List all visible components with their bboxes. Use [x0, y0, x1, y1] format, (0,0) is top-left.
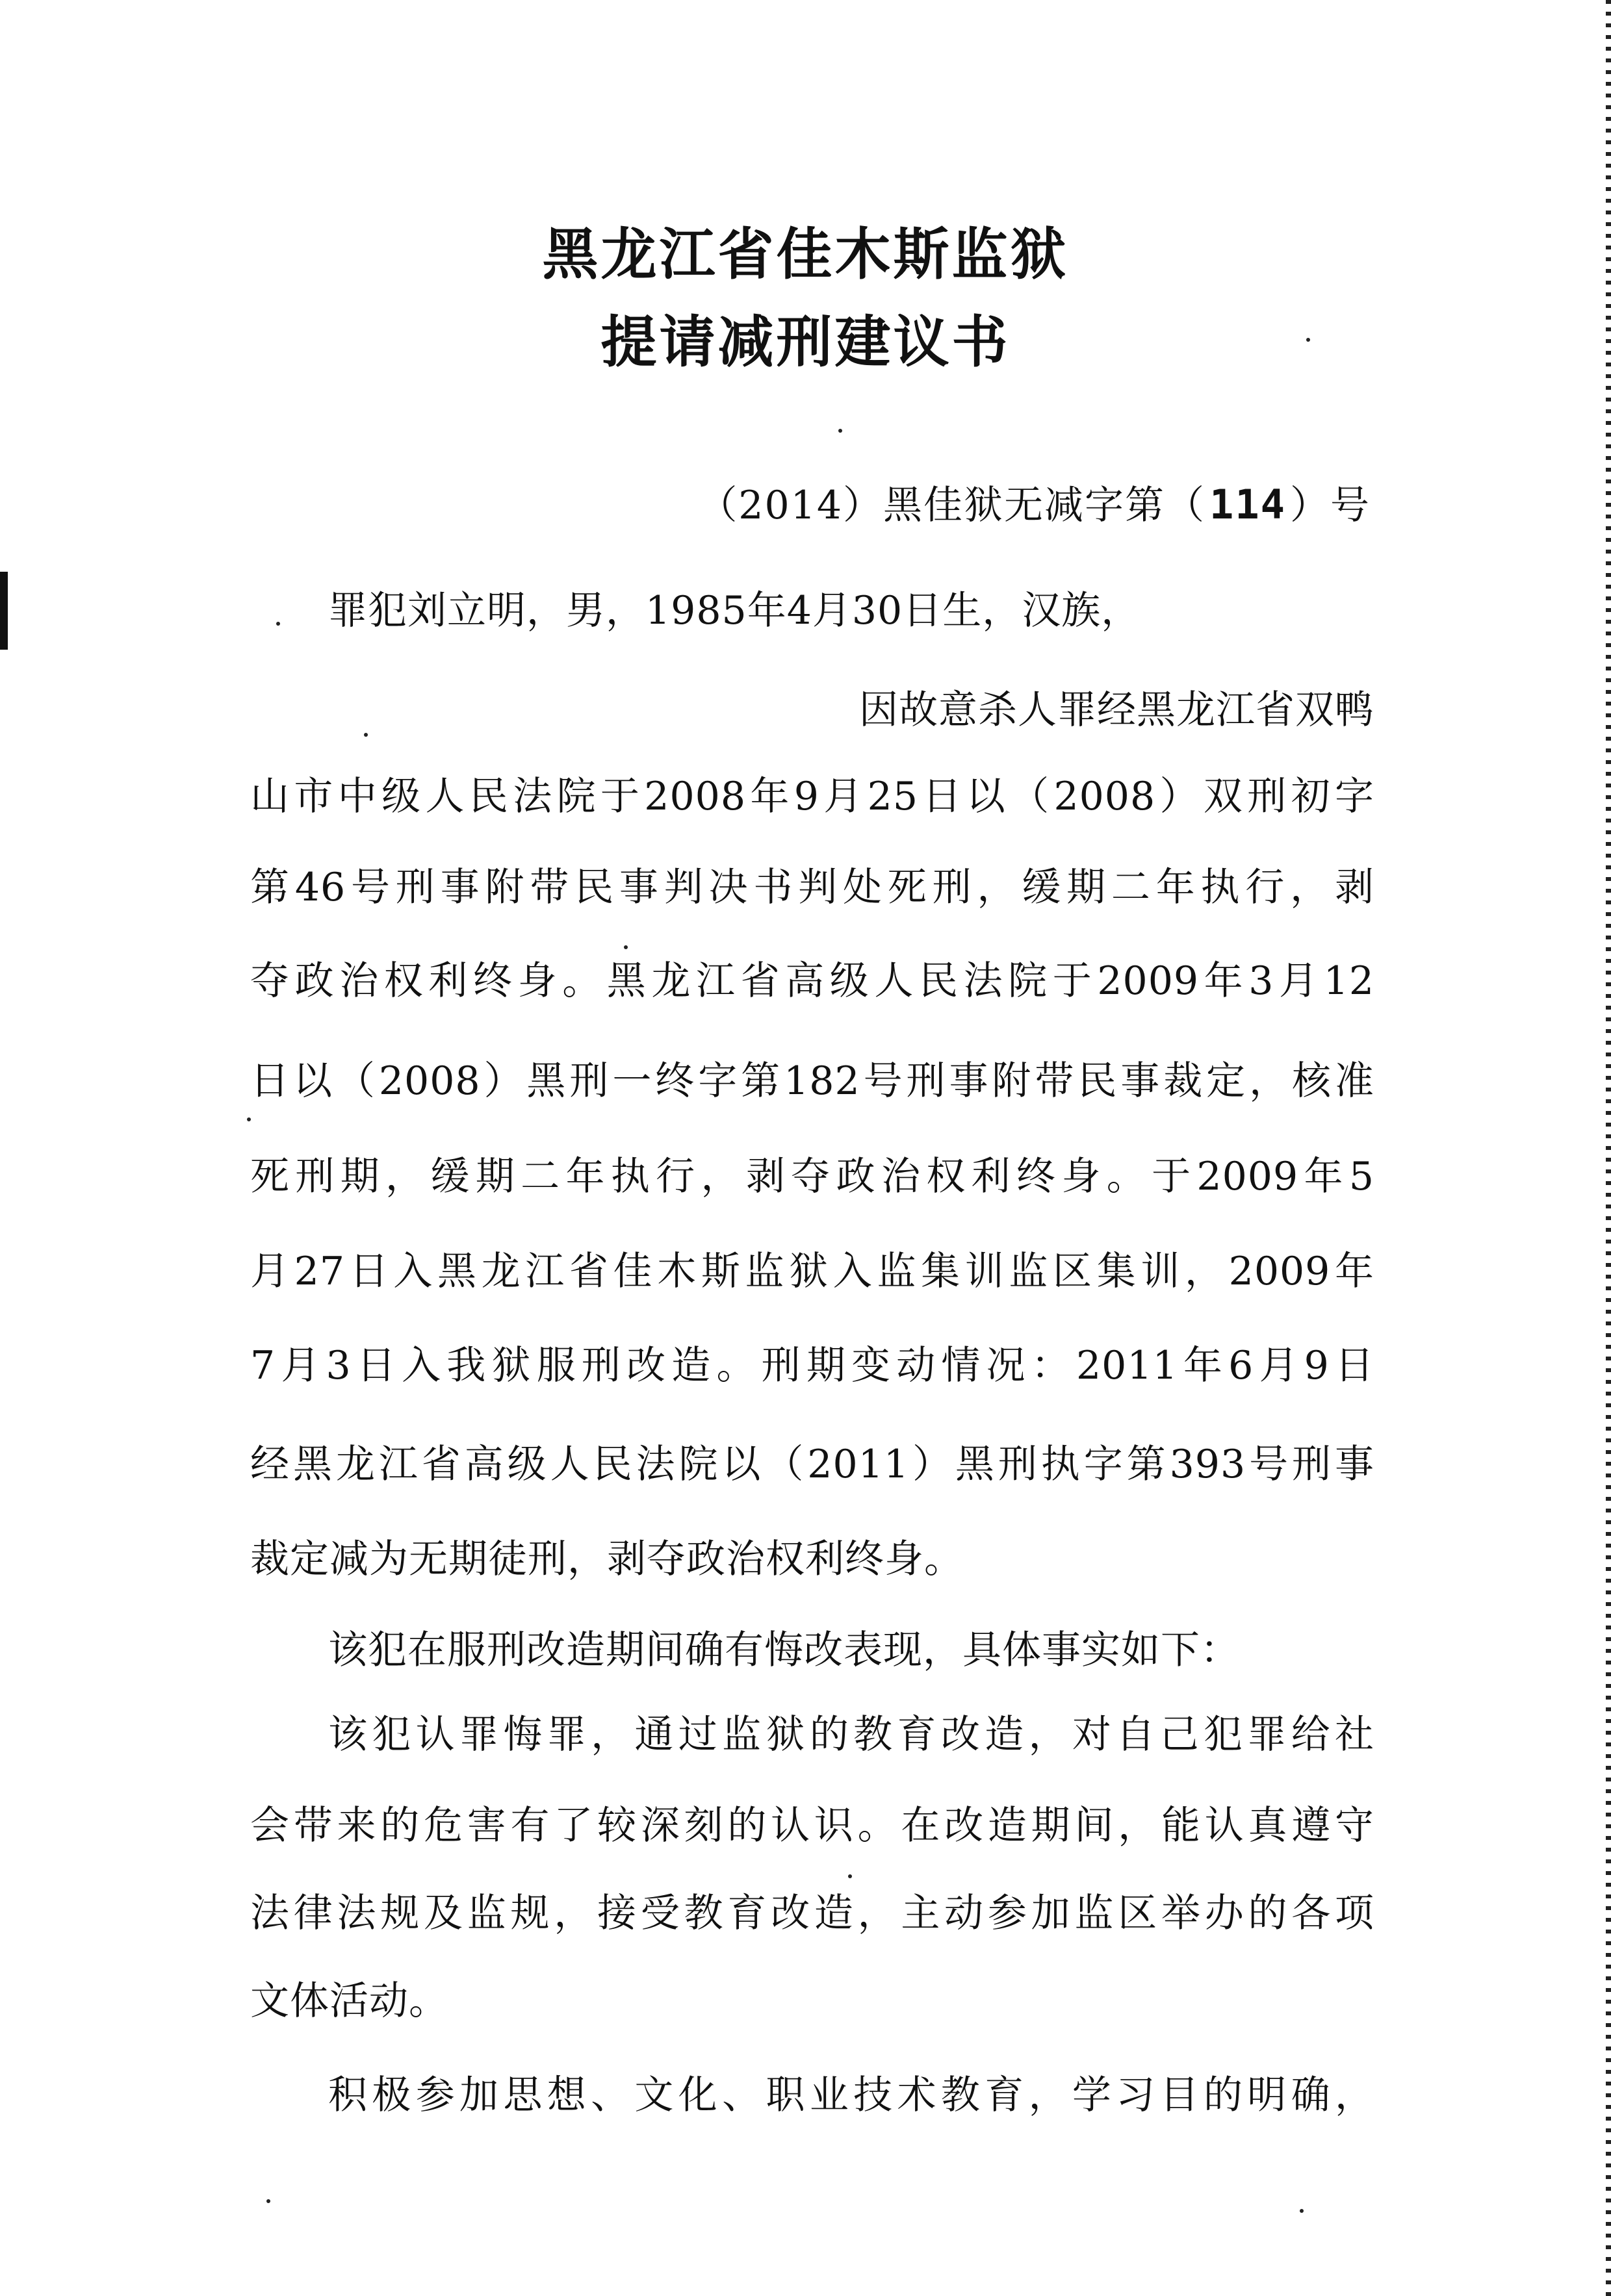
body-line: 夺政治权利终身。黑龙江省高级人民法院于2009年3月12 [250, 958, 1374, 1004]
scan-speck [1306, 338, 1310, 342]
scan-speck [247, 1117, 251, 1121]
body-line: 第46号刑事附带民事判决书判处死刑，缓期二年执行，剥 [250, 865, 1374, 910]
scan-speck [276, 622, 280, 626]
scan-speck [838, 429, 842, 433]
body-line: 日以（2008）黑刑一终字第182号刑事附带民事裁定，核准 [250, 1058, 1374, 1104]
body-line: 月27日入黑龙江省佳木斯监狱入监集训监区集训，2009年 [250, 1249, 1374, 1294]
body-line: 积极参加思想、文化、职业技术教育，学习目的明确， [328, 2073, 1374, 2118]
body-line: 死刑期，缓期二年执行，剥夺政治权利终身。于2009年5 [250, 1154, 1374, 1199]
body-line: 裁定减为无期徒刑，剥夺政治权利终身。 [250, 1537, 964, 1582]
body-line: 罪犯刘立明，男，1985年4月30日生，汉族， [328, 588, 1141, 633]
document-title-line2: 提请减刑建议书 [600, 309, 1011, 375]
document-number-prefix: （2014）黑佳狱无减字第（ [698, 483, 1206, 528]
body-line: 该犯在服刑改造期间确有悔改表现，具体事实如下： [328, 1627, 1240, 1673]
scan-speck [266, 2199, 270, 2203]
body-line: 该犯认罪悔罪，通过监狱的教育改造，对自己犯罪给社 [328, 1712, 1374, 1757]
document-title-line1: 黑龙江省佳木斯监狱 [542, 222, 1069, 287]
body-line: 因故意杀人罪经黑龙江省双鸭 [859, 687, 1374, 733]
document-number-suffix: ）号 [1290, 483, 1371, 528]
document-number-value: 114 [1209, 481, 1286, 528]
scan-edge-mark [0, 572, 8, 650]
scan-speck [364, 733, 368, 737]
body-line: 山市中级人民法院于2008年9月25日以（2008）双刑初字 [250, 774, 1374, 819]
body-line: 会带来的危害有了较深刻的认识。在改造期间，能认真遵守 [250, 1803, 1374, 1848]
scan-speck [624, 945, 628, 949]
body-line: 文体活动。 [250, 1978, 448, 2024]
body-line: 法律法规及监规，接受教育改造，主动参加监区举办的各项 [250, 1891, 1374, 1936]
scan-speck [848, 1874, 852, 1878]
body-line: 经黑龙江省高级人民法院以（2011）黑刑执字第393号刑事 [250, 1442, 1374, 1487]
document-number [698, 474, 1371, 530]
body-line: 7月3日入我狱服刑改造。刑期变动情况：2011年6月9日 [250, 1343, 1374, 1388]
scan-speck [1300, 2209, 1304, 2213]
